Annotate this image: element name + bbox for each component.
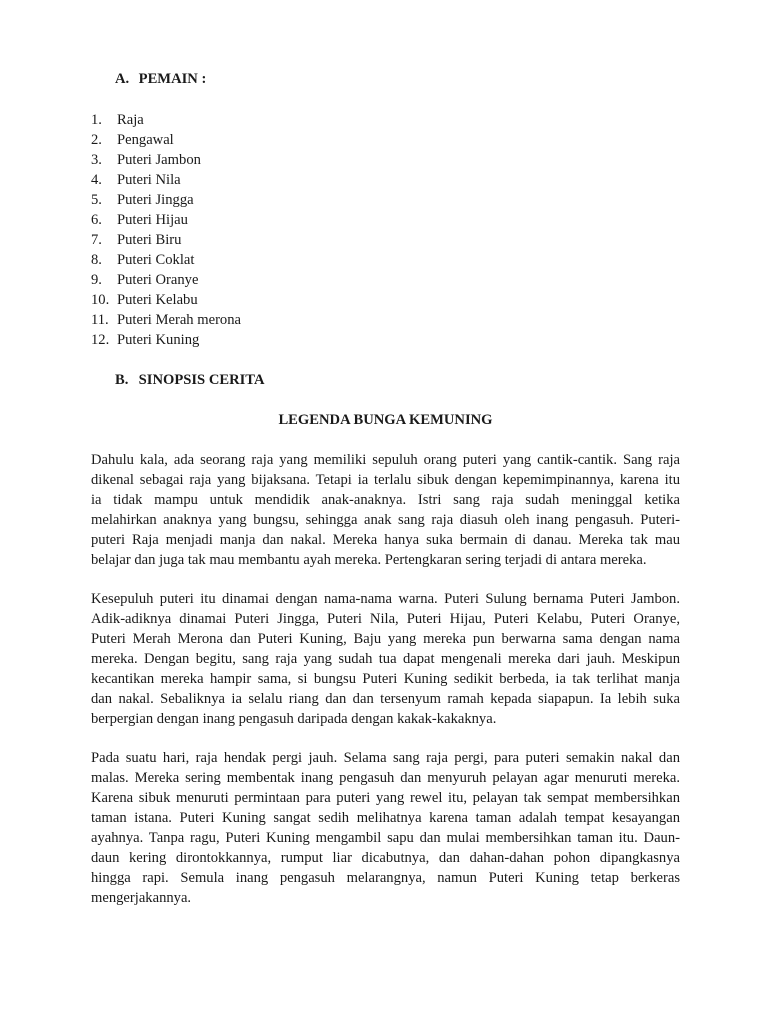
list-item <box>91 110 241 130</box>
paragraph-line: mereka. Dengan begitu, sang raja yang sudah tua dapat mengenali mereka dari jauh. Meskipun <box>91 651 680 667</box>
paragraph-line: ayahnya. Tanpa ragu, Puteri Kuning mengambil sapu dan mulai membersihkan taman itu. Daun- <box>91 830 680 846</box>
list-number: 12. <box>91 332 110 348</box>
list-number: 2. <box>91 132 102 148</box>
paragraph-line: mengerjakannya. <box>91 890 192 906</box>
list-item <box>91 210 241 230</box>
list-item <box>91 330 241 350</box>
cast-name: Puteri Nila <box>117 172 181 188</box>
cast-name: Puteri Hijau <box>117 212 188 228</box>
story-title: LEGENDA BUNGA KEMUNING <box>278 412 493 428</box>
paragraph-line: malas. Mereka sering membentak inang pengasuh dan menyuruh pelayan agar menuruti mereka. <box>91 770 680 786</box>
story-paragraph <box>91 748 680 908</box>
paragraph-line: Pada suatu hari, raja hendak pergi jauh. Selama sang raja pergi, para puteri semakin nakal dan <box>91 750 680 766</box>
cast-name: Puteri Kuning <box>117 332 200 348</box>
list-item <box>91 310 241 330</box>
list-item <box>91 190 241 210</box>
paragraph-line: daun kering dirontokkannya, rumput liar dicabutnya, dan dahan-dahan pohon dipangkasnya <box>91 850 680 866</box>
cast-name: Raja <box>117 112 144 128</box>
section-letter: B. <box>115 372 129 388</box>
list-item <box>91 130 241 150</box>
paragraph-line: kecantikan mereka hampir sama, si bungsu Puteri Kuning sedikit berbeda, ia tak terlihat manja <box>91 671 680 687</box>
paragraph-line: dan nakal. Sebaliknya ia selalu riang dan dan tersenyum ramah kepada siapapun. Ia lebih suka <box>91 691 680 707</box>
paragraph-line: berpergian dengan inang pengasuh daripada dengan kakak-kakaknya. <box>91 711 497 727</box>
cast-name: Pengawal <box>117 132 174 148</box>
paragraph-line: puteri Raja menjadi manja dan nakal. Mereka hanya suka bermain di danau. Mereka tak mau <box>91 532 680 548</box>
list-number: 1. <box>91 112 102 128</box>
cast-list <box>91 110 241 350</box>
cast-name: Puteri Coklat <box>117 252 195 268</box>
list-number: 10. <box>91 292 110 308</box>
paragraph-line: taman istana. Puteri Kuning sangat sedih melihatnya karena taman adalah tempat kesayangan <box>91 810 680 826</box>
list-item <box>91 290 241 310</box>
paragraph-line: dikenal sebagai raja yang bijaksana. Tetapi ia terlalu sibuk dengan kepemimpinannya, karena itu <box>91 472 680 488</box>
cast-name: Puteri Oranye <box>117 272 199 288</box>
list-number: 5. <box>91 192 102 208</box>
section-title: PEMAIN : <box>138 71 207 87</box>
list-number: 6. <box>91 212 102 228</box>
story-paragraph <box>91 450 680 570</box>
list-item <box>91 250 241 270</box>
list-number: 8. <box>91 252 102 268</box>
list-item <box>91 270 241 290</box>
list-number: 11. <box>91 312 109 328</box>
list-number: 4. <box>91 172 102 188</box>
story-paragraph <box>91 589 680 729</box>
list-number: 9. <box>91 272 102 288</box>
paragraph-line: hingga rapi. Semula inang pengasuh melarangnya, namun Puteri Kuning tetap berkeras <box>91 870 680 886</box>
paragraph-line: belajar dan juga tak mau membantu ayah mereka. Pertengkaran sering terjadi di antara mereka. <box>91 552 647 568</box>
paragraph-line: Puteri Merah Merona dan Puteri Kuning, Baju yang mereka pun berwarna sama dengan nama <box>91 631 680 647</box>
paragraph-line: Kesepuluh puteri itu dinamai dengan nama-nama warna. Puteri Sulung bernama Puteri Jambon. <box>91 591 680 607</box>
section-title: SINOPSIS CERITA <box>138 372 265 388</box>
cast-name: Puteri Merah merona <box>117 312 242 328</box>
paragraph-line: melahirkan anaknya yang bungsu, sehingga anak sang raja diasuh oleh inang pengasuh. Puteri- <box>91 512 680 528</box>
cast-name: Puteri Jingga <box>117 192 194 208</box>
list-item <box>91 230 241 250</box>
paragraph-line: Karena sibuk menuruti permintaan para puteri yang rewel itu, pelayan tak sempat membersihkan <box>91 790 680 806</box>
list-number: 7. <box>91 232 102 248</box>
paragraph-line: Adik-adiknya dinamai Puteri Jingga, Puteri Nila, Puteri Hijau, Puteri Kelabu, Puteri Oranye, <box>91 611 680 627</box>
section-heading-sinopsis <box>115 370 265 390</box>
cast-name: Puteri Biru <box>117 232 182 248</box>
paragraph-line: Dahulu kala, ada seorang raja yang memiliki sepuluh orang puteri yang cantik-cantik. Sang raja <box>91 452 680 468</box>
cast-name: Puteri Jambon <box>117 152 201 168</box>
section-letter: A. <box>115 71 130 87</box>
list-item <box>91 150 241 170</box>
paragraph-line: ia tidak mampu untuk mendidik anak-anaknya. Istri sang raja sudah meninggal ketika <box>91 492 680 508</box>
list-number: 3. <box>91 152 102 168</box>
section-heading-pemain <box>115 69 206 89</box>
list-item <box>91 170 241 190</box>
cast-name: Puteri Kelabu <box>117 292 198 308</box>
